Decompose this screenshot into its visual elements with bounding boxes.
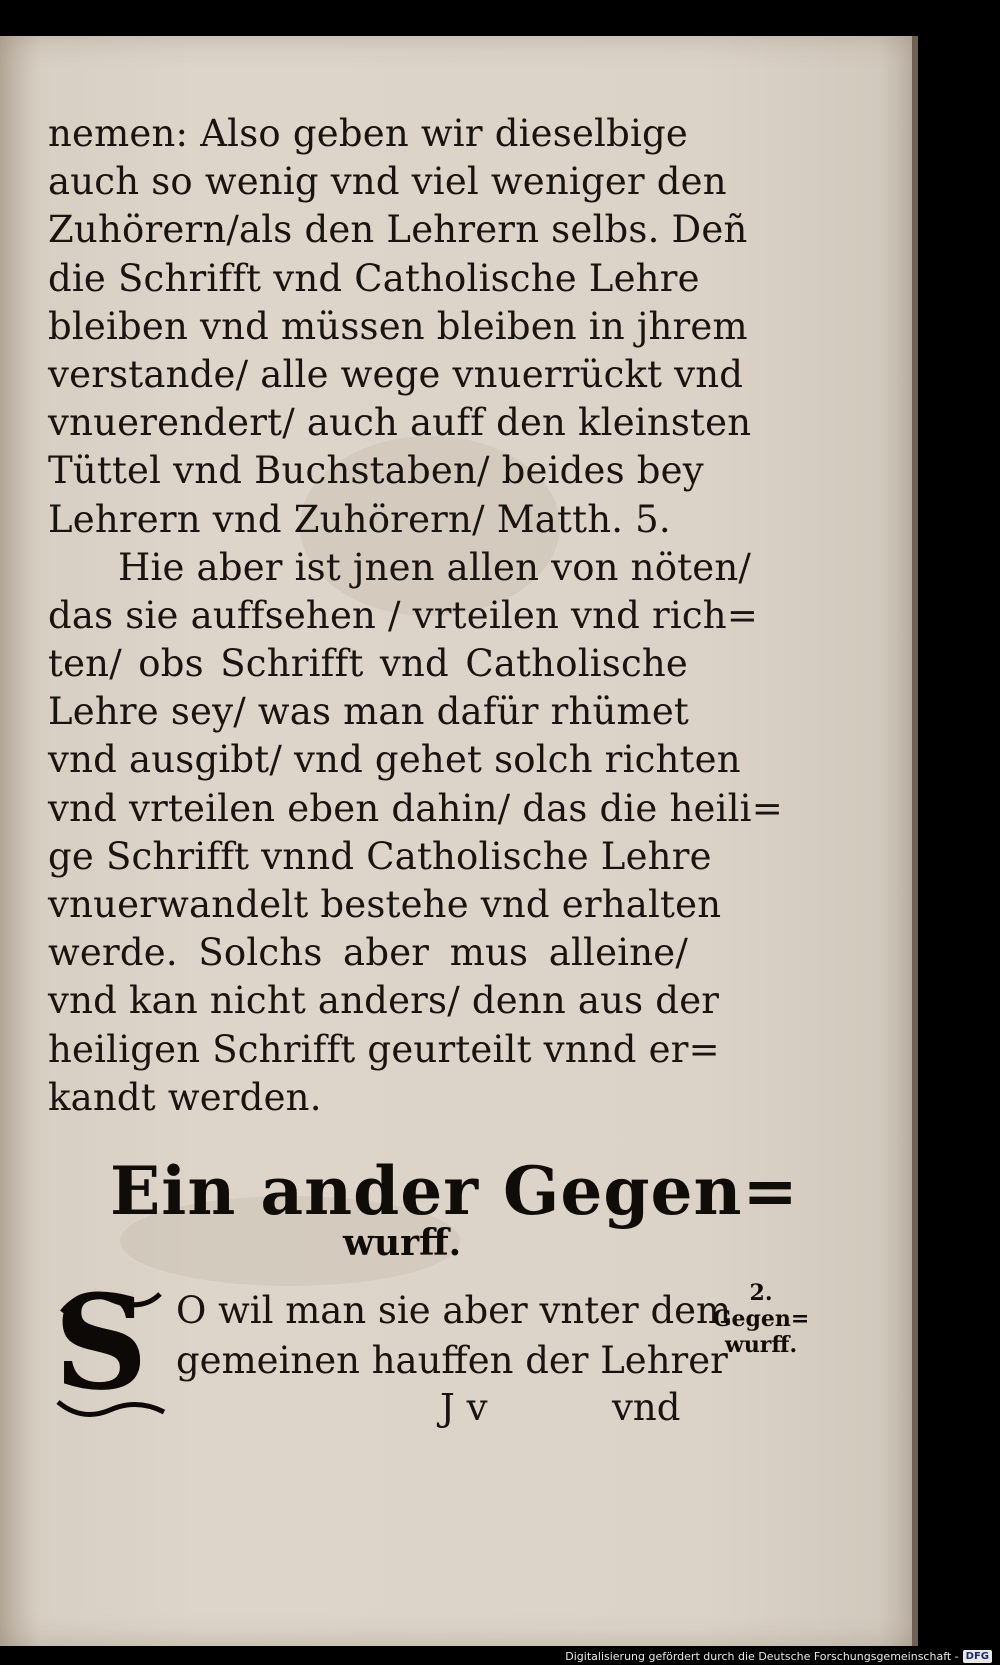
margin-note bbox=[686, 1280, 836, 1358]
text-line: vnd kan nicht anders/ denn aus der bbox=[48, 979, 720, 1023]
text-line: das sie auffsehen / vrteilen vnd rich= bbox=[48, 593, 759, 637]
text-line: werde. Solchs aber mus alleine/ bbox=[48, 931, 688, 975]
signature-mark: J v bbox=[440, 1386, 488, 1429]
text-line: nemen: Also geben wir dieselbige bbox=[48, 112, 688, 155]
body-text-after-initial bbox=[176, 1286, 732, 1386]
text-line: Hie aber ist jnen allen von nöten/ bbox=[118, 545, 752, 589]
text-line: vnuerendert/ auch auff den kleinsten bbox=[48, 401, 752, 445]
text-line: Tüttel vnd Buchstaben/ beides bey bbox=[48, 449, 704, 493]
margin-note-number: 2. bbox=[749, 1280, 773, 1306]
text-line: O wil man sie aber vnter dem bbox=[176, 1289, 732, 1332]
funding-footer bbox=[565, 1650, 992, 1663]
text-line: die Schrifft vnd Catholische Lehre bbox=[48, 256, 700, 300]
text-line: heiligen Schrifft geurteilt vnnd er= bbox=[48, 1027, 720, 1071]
catchword: vnd bbox=[612, 1386, 681, 1429]
text-line: bleiben vnd müssen bleiben in jhrem bbox=[48, 304, 748, 348]
margin-note-line: Gegen= bbox=[712, 1306, 810, 1332]
dfg-logo-icon: DFG bbox=[963, 1650, 992, 1663]
funding-credit: Digitalisierung gefördert durch die Deutsche Forschungsgemeinschaft - bbox=[565, 1650, 959, 1663]
drop-cap-initial: S bbox=[54, 1266, 148, 1419]
text-line: Lehrern vnd Zuhörern/ Matth. 5. bbox=[48, 497, 671, 541]
text-line: gemeinen hauffen der Lehrer bbox=[176, 1339, 728, 1382]
section-heading-continuation: wurff. bbox=[343, 1222, 462, 1264]
margin-note-line: wurff. bbox=[724, 1332, 798, 1358]
body-text bbox=[48, 110, 783, 1122]
text-line: kandt werden. bbox=[48, 1075, 322, 1119]
text-line: verstande/ alle wege vnuerrückt vnd bbox=[48, 352, 744, 396]
page-edge bbox=[912, 36, 918, 1646]
text-line: ge Schrifft vnnd Catholische Lehre bbox=[48, 834, 712, 878]
text-line: Lehre sey/ was man dafür rhümet bbox=[48, 690, 689, 734]
text-line: auch so wenig vnd viel weniger den bbox=[48, 160, 727, 204]
text-line: vnd ausgibt/ vnd gehet solch richten bbox=[48, 738, 741, 782]
text-line: Zuhörern/als den Lehrern selbs. Deñ bbox=[48, 208, 748, 252]
text-line: vnd vrteilen eben dahin/ das die heili= bbox=[48, 786, 783, 830]
section-heading: Ein ander Gegen= bbox=[110, 1152, 799, 1230]
text-line: ten/ obs Schrifft vnd Catholische bbox=[48, 642, 688, 686]
text-line: vnuerwandelt bestehe vnd erhalten bbox=[48, 883, 722, 926]
